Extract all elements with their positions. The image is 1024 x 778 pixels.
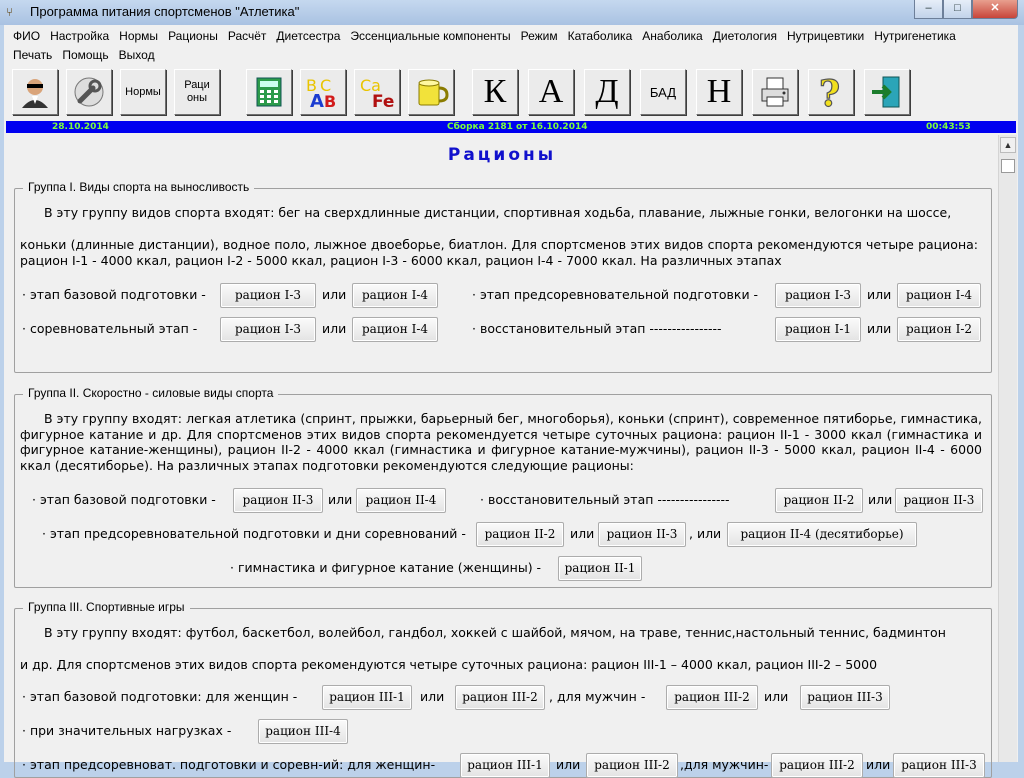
g2-rest-ration-ii3-button[interactable]: рацион II-3 — [895, 488, 983, 513]
g2-gym-ration-ii1-button[interactable]: рацион II-1 — [558, 556, 642, 581]
g1-label-base: · этап базовой подготовки - — [22, 287, 206, 302]
tb-n-button[interactable] — [696, 69, 742, 115]
printer-icon — [758, 75, 792, 109]
g1-pre-ration-i3-button[interactable]: рацион I-3 — [775, 283, 861, 308]
tb-a-label: А — [538, 73, 564, 110]
g3-label-men-2: ,для мужчин- — [680, 757, 769, 772]
scroll-thumb[interactable] — [1001, 159, 1015, 173]
status-build: Сборка 2181 от 16.10.2014 — [447, 122, 588, 132]
g1-comp-ration-i4-button[interactable]: рацион I-4 — [352, 317, 438, 342]
g2-or-3: или — [570, 526, 595, 541]
g1-base-ration-i3-button[interactable]: рацион I-3 — [220, 283, 316, 308]
menu-help[interactable]: Помощь — [62, 48, 109, 62]
g2-label-base: · этап базовой подготовки - — [32, 492, 216, 507]
g2-rest-ration-ii2-button[interactable]: рацион II-2 — [775, 488, 863, 513]
status-bar — [6, 121, 1016, 133]
group-2-legend: Группа II. Скоростно - силовые виды спорта — [23, 386, 278, 400]
g3-base-men-ration-iii3-button[interactable]: рацион III-3 — [800, 685, 890, 710]
group-1-text-1: В эту группу видов спорта входят: бег на сверхдлинные дистанции, спортивная ходьба, плавание, лыжные гонки, велогонки на шоссе, — [44, 205, 952, 220]
group-3-panel — [14, 600, 992, 778]
tb-d-label: Д — [595, 73, 619, 110]
tb-d-button[interactable] — [584, 69, 630, 115]
menu-settings[interactable]: Настройка — [50, 29, 110, 43]
g2-label-rest: · восстановительный этап ---------------- — [480, 492, 730, 507]
g3-heavy-ration-iii4-button[interactable]: рацион III-4 — [258, 719, 348, 744]
svg-text:A: A — [310, 91, 324, 112]
g2-pre-ration-ii3-button[interactable]: рацион II-3 — [598, 522, 686, 547]
svg-text:B: B — [324, 92, 337, 111]
tb-k-label: К — [483, 73, 507, 110]
scroll-up-arrow[interactable]: ▲ — [1000, 137, 1016, 153]
g3-or-1: или — [420, 689, 445, 704]
title-bar — [0, 0, 1024, 25]
g3-label-base: · этап базовой подготовки: для женщин - — [22, 689, 298, 704]
tb-bad-button[interactable] — [640, 69, 686, 115]
menu-calculation[interactable]: Расчёт — [227, 29, 267, 43]
menu-row-2 — [8, 46, 1018, 65]
g2-or-1: или — [328, 492, 353, 507]
group-1-text-2: коньки (длинные дистанции), водное поло, лыжное двоеборье, биатлон. Для спортсменов этих видов спорта рекомендуются четыре рациона: рацион I-1 - 4000 ккал, рацион I-2 - 5000 ккал, рацион I-3 - 6000 ккал, рацион I-4 - 7000 ккал. На различных этапах — [20, 237, 978, 268]
menu-nutraceuticals[interactable]: Нутрицевтики — [787, 29, 865, 43]
group-3-text-1: В эту группу входят: футбол, баскетбол, волейбол, гандбол, хоккей с шайбой, мячом, на траве, теннис,настольный теннис, бадминтон — [44, 625, 946, 640]
g1-pre-ration-i4-button[interactable]: рацион I-4 — [897, 283, 981, 308]
tb-n-label: Н — [706, 73, 732, 110]
menu-row-1 — [8, 27, 1018, 46]
menu-rations[interactable]: Рационы — [168, 29, 218, 43]
group-3-legend: Группа III. Спортивные игры — [23, 600, 190, 614]
wrench-icon — [71, 74, 107, 110]
g1-base-ration-i4-button[interactable]: рацион I-4 — [352, 283, 438, 308]
person-icon — [17, 74, 53, 110]
tb-bad-label: БАД — [649, 84, 677, 100]
svg-text:?: ? — [819, 73, 841, 115]
menu-nutrigenetics[interactable]: Нутригенетика — [874, 29, 956, 43]
group-1-panel — [14, 180, 992, 373]
g3-base-women-ration-iii1-button[interactable]: рацион III-1 — [322, 685, 412, 710]
maximize-button[interactable]: □ — [943, 0, 972, 19]
g1-rest-ration-i2-button[interactable]: рацион I-2 — [897, 317, 981, 342]
g3-label-men: , для мужчин - — [549, 689, 646, 704]
tb-print-button[interactable] — [752, 69, 798, 115]
vitamins-abc-icon — [304, 73, 342, 111]
g3-pre-women-ration-iii2-button[interactable]: рацион III-2 — [586, 753, 678, 778]
group-3-text-2: и др. Для спортсменов этих видов спорта рекомендуются четыре суточных рациона: рацион III-1 – 4000 ккал, рацион III-2 – 5000 — [20, 657, 878, 672]
tb-help-button[interactable] — [808, 69, 854, 115]
window-title: Программа питания спортсменов "Атлетика" — [30, 4, 300, 19]
g3-base-men-ration-iii2-button[interactable]: рацион III-2 — [666, 685, 758, 710]
tb-rations-label: Раци оны — [184, 79, 210, 104]
question-mark-icon — [813, 72, 849, 115]
g3-or-3: или — [556, 757, 581, 772]
main-window — [4, 25, 1018, 772]
g2-or-4: , или — [689, 526, 722, 541]
tb-drink-button[interactable] — [408, 69, 454, 115]
minimize-button[interactable]: – — [914, 0, 943, 19]
g1-label-pre: · этап предсоревновательной подготовки - — [472, 287, 759, 302]
menu-bar — [8, 27, 1018, 65]
menu-dietnurse[interactable]: Диетсестра — [276, 29, 341, 43]
menu-norms[interactable]: Нормы — [119, 29, 159, 43]
tb-vitamins-button[interactable] — [300, 69, 346, 115]
g3-base-women-ration-iii2-button[interactable]: рацион III-2 — [455, 685, 545, 710]
tb-rations-button[interactable] — [174, 69, 220, 115]
mug-icon — [413, 74, 449, 110]
status-time: 00:43:53 — [926, 122, 971, 132]
tb-calculator-button[interactable] — [246, 69, 292, 115]
tb-person-button[interactable] — [12, 69, 58, 115]
svg-text:Fe: Fe — [372, 92, 395, 112]
g2-or-2: или — [868, 492, 893, 507]
svg-text:Ca: Ca — [360, 76, 381, 95]
menu-print[interactable]: Печать — [13, 48, 53, 62]
g1-or-1: или — [322, 287, 347, 302]
menu-exit[interactable]: Выход — [118, 48, 155, 62]
g2-base-ration-ii4-button[interactable]: рацион II-4 — [356, 488, 446, 513]
g1-label-comp: · соревновательный этап - — [22, 321, 198, 336]
g1-or-2: или — [867, 287, 892, 302]
status-date: 28.10.2014 — [52, 122, 109, 132]
menu-anabolics[interactable]: Анаболика — [642, 29, 703, 43]
tb-a-button[interactable] — [528, 69, 574, 115]
g1-rest-ration-i1-button[interactable]: рацион I-1 — [775, 317, 861, 342]
tb-minerals-button[interactable] — [354, 69, 400, 115]
group-1-legend: Группа I. Виды спорта на выносливость — [23, 180, 254, 194]
tb-norms-button[interactable] — [120, 69, 166, 115]
g1-label-rest: · восстановительный этап ---------------- — [472, 321, 722, 336]
group-2-text: В эту группу входят: легкая атлетика (спринт, прыжки, барьерный бег, многоборья), коньки (спринт), современное пятиборье, гимнастика, фигурное катание и др. Для спортсменов этих видов спорта рекомендуется четыре суточных рациона: рацион II-1 - 3000 ккал (гимнастика и фигурное катание-женщины), рацион II-2 - 4000 ккал (гимнастика и фигурное катание-мужчины), рацион II-3 - 5000 ккал, рацион II-4 - 6000 ккал (десятиборье). На различных этапах подготовки рекомендуются следующие рационы: — [20, 411, 982, 473]
menu-mode[interactable]: Режим — [520, 29, 558, 43]
tb-exit-button[interactable] — [864, 69, 910, 115]
calculator-icon — [253, 76, 285, 108]
g3-or-2: или — [764, 689, 789, 704]
tb-settings-button[interactable] — [66, 69, 112, 115]
vertical-scrollbar[interactable] — [998, 135, 1017, 762]
g3-pre-men-ration-iii3-button[interactable]: рацион III-3 — [893, 753, 985, 778]
g1-comp-ration-i3-button[interactable]: рацион I-3 — [220, 317, 316, 342]
menu-catabolics[interactable]: Катаболика — [567, 29, 633, 43]
g3-label-pre: · этап предсоревноват. подготовки и соревн-ий: для женщин- — [22, 757, 436, 772]
menu-fio[interactable]: ФИО — [13, 29, 41, 43]
g2-pre-ration-ii2-button[interactable]: рацион II-2 — [476, 522, 564, 547]
g1-or-4: или — [867, 321, 892, 336]
tb-norms-label: Нормы — [125, 85, 161, 98]
svg-text:C: C — [320, 76, 332, 95]
svg-text:B: B — [306, 76, 317, 95]
g2-pre-ration-ii4-decathlon-button[interactable]: рацион II-4 (десятиборье) — [727, 522, 917, 547]
app-icon: ⑂ — [6, 5, 14, 19]
close-button[interactable]: ✕ — [972, 0, 1018, 19]
g3-or-4: или — [866, 757, 891, 772]
g1-or-3: или — [322, 321, 347, 336]
page-title: Рационы — [447, 145, 557, 165]
g3-pre-women-ration-iii1-button[interactable]: рацион III-1 — [460, 753, 550, 778]
menu-essential[interactable]: Эссенциальные компоненты — [350, 29, 511, 43]
rations-content — [6, 135, 998, 772]
g2-label-gym: · гимнастика и фигурное катание (женщины) - — [230, 560, 542, 575]
g2-label-pre: · этап предсоревновательной подготовки и дни соревнований - — [42, 526, 466, 541]
g3-pre-men-ration-iii2-button[interactable]: рацион III-2 — [771, 753, 863, 778]
window-controls — [914, 0, 1018, 19]
g2-base-ration-ii3-button[interactable]: рацион II-3 — [233, 488, 323, 513]
menu-dietology[interactable]: Диетология — [712, 29, 777, 43]
g3-label-heavy: · при значительных нагрузках - — [22, 723, 232, 738]
tb-k-button[interactable] — [472, 69, 518, 115]
minerals-ca-fe-icon — [358, 73, 396, 111]
group-2-panel — [14, 386, 992, 588]
exit-door-icon — [869, 74, 905, 110]
